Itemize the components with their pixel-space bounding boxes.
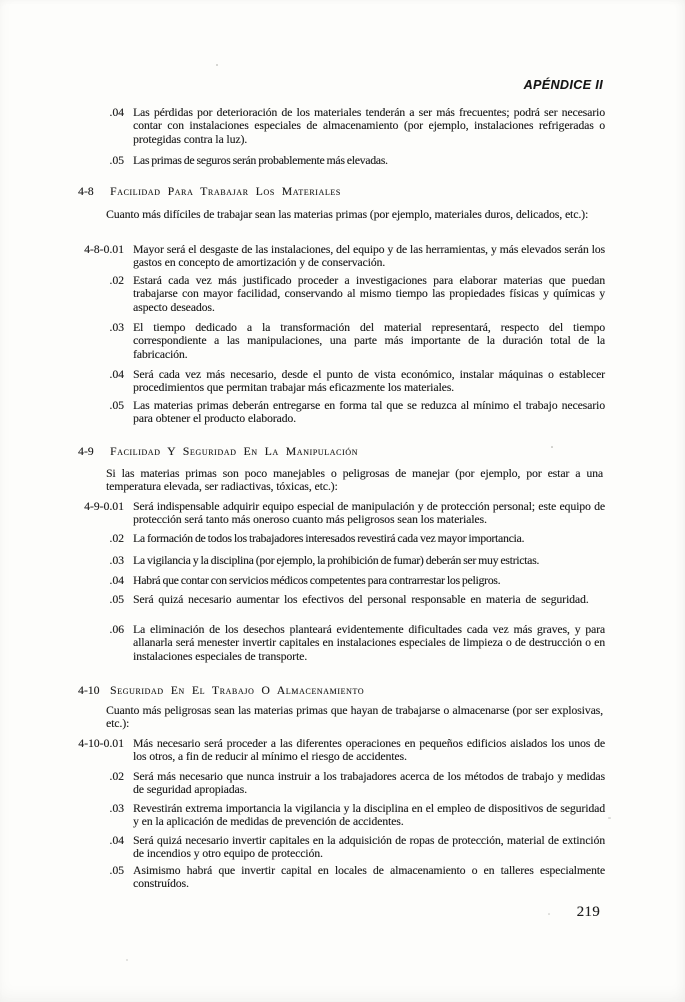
list-item bbox=[109, 154, 605, 167]
item-number: .05 bbox=[109, 399, 124, 412]
item-text: Habrá que contar con servicios médicos competentes para contrarrestar los peligros. bbox=[133, 574, 501, 587]
item-number: 4-8-0.01 bbox=[84, 243, 124, 256]
item-text: Será cada vez más necesario, desde el punto de vista económico, instalar máquinas o establecer procedimientos que permitan trabajar más eficazmente los materiales. bbox=[133, 368, 605, 395]
list-item bbox=[109, 574, 605, 587]
item-text: Las pérdidas por deterioración de los materiales tenderán a ser más frecuentes; podrá ser necesario contar con instalaciones especiales de almacenamiento (por ejemplo, instalaciones refrigeradas o protegidas contra la luz). bbox=[133, 106, 605, 146]
item-text: Será más necesario que nunca instruir a los trabajadores acerca de los métodos de trabajo y medidas de seguridad apropiadas. bbox=[133, 770, 605, 797]
scan-speck bbox=[551, 446, 553, 448]
item-number: .05 bbox=[109, 593, 124, 606]
list-item bbox=[109, 532, 605, 545]
section-number: 4-9 bbox=[78, 445, 94, 458]
list-item bbox=[109, 834, 605, 861]
page-number: 219 bbox=[576, 904, 600, 920]
section-intro: Cuanto más peligrosas sean las materias primas que hayan de trabajarse o almacenarse (por ser explosivas, etc.): bbox=[106, 704, 603, 731]
scan-speck bbox=[548, 913, 550, 915]
section-number: 4-8 bbox=[78, 185, 94, 198]
item-text: Revestirán extrema importancia la vigilancia y la disciplina en el empleo de dispositivos de seguridad y en la aplicación de medidas de prevención de accidentes. bbox=[133, 802, 605, 829]
item-number: .02 bbox=[109, 532, 124, 545]
item-number: .04 bbox=[109, 574, 124, 587]
item-number: 4-9-0.01 bbox=[84, 500, 124, 513]
item-number: .03 bbox=[109, 554, 124, 567]
item-text: Las materias primas deberán entregarse en forma tal que se reduzca al mínimo el trabajo necesario para obtener el producto elaborado. bbox=[133, 399, 605, 426]
list-item bbox=[109, 274, 605, 314]
section-heading bbox=[78, 684, 364, 697]
item-number: .04 bbox=[109, 106, 124, 119]
section-intro: Cuanto más difíciles de trabajar sean las materias primas (por ejemplo, materiales duros, delicados, etc.): bbox=[106, 208, 589, 221]
list-item bbox=[109, 770, 605, 797]
running-header: APÉNDICE II bbox=[523, 78, 603, 92]
list-item bbox=[109, 106, 605, 146]
item-text: La vigilancia y la disciplina (por ejemplo, la prohibición de fumar) deberán ser muy estrictas. bbox=[133, 554, 540, 567]
item-number: .06 bbox=[109, 623, 124, 636]
item-text: La eliminación de los desechos planteará evidentemente dificultades cada vez más graves, y para allanarla será menester invertir capitales en instalaciones especiales de limpieza o de destrucción o en instalaciones especiales de transporte. bbox=[133, 623, 605, 663]
item-text: Será indispensable adquirir equipo especial de manipulación y de protección personal; este equipo de protección será tanto más oneroso cuanto más peligrosos sean los materiales. bbox=[133, 500, 605, 527]
item-text: La formación de todos los trabajadores interesados revestirá cada vez mayor importancia. bbox=[133, 532, 525, 545]
item-text: Las primas de seguros serán probablemente más elevadas. bbox=[133, 154, 388, 167]
section-title: Facilidad Para Trabajar Los Materiales bbox=[110, 185, 341, 198]
list-item bbox=[109, 593, 605, 606]
item-text: Será quizá necesario invertir capitales en la adquisición de ropas de protección, material de extinción de incendios y otro equipo de protección. bbox=[133, 834, 605, 861]
list-item bbox=[84, 243, 605, 270]
list-item bbox=[78, 737, 605, 764]
scan-speck bbox=[216, 64, 218, 66]
item-text: Mayor será el desgaste de las instalaciones, del equipo y de las herramientas, y más elevados serán los gastos en concepto de amortización y de conservación. bbox=[133, 243, 605, 270]
section-title: Facilidad Y Seguridad En La Manipulación bbox=[110, 445, 359, 458]
item-number: .05 bbox=[109, 154, 124, 167]
section-heading bbox=[78, 185, 341, 198]
list-item bbox=[109, 321, 605, 361]
item-number: .04 bbox=[109, 834, 124, 847]
list-item bbox=[109, 802, 605, 829]
list-item bbox=[109, 623, 605, 663]
item-number: .03 bbox=[109, 802, 124, 815]
list-item bbox=[109, 368, 605, 395]
section-intro: Si las materias primas son poco manejables o peligrosas de manejar (por ejemplo, por estar a una temperatura elevada, ser radiactivas, tóxicas, etc.): bbox=[106, 467, 603, 494]
item-number: .05 bbox=[109, 864, 124, 877]
item-text: Asimismo habrá que invertir capital en locales de almacenamiento o en talleres especialmente construídos. bbox=[133, 864, 605, 891]
item-number: .03 bbox=[109, 321, 124, 334]
item-number: .04 bbox=[109, 368, 124, 381]
item-number: .02 bbox=[109, 274, 124, 287]
scan-speck bbox=[126, 959, 128, 961]
list-item bbox=[109, 864, 605, 891]
item-number: 4-10-0.01 bbox=[78, 737, 124, 750]
list-item bbox=[109, 399, 605, 426]
list-item bbox=[109, 554, 605, 567]
item-number: .02 bbox=[109, 770, 124, 783]
item-text: Más necesario será proceder a las diferentes operaciones en pequeños edificios aislados los unos de los otros, a fin de reducir al mínimo el riesgo de accidentes. bbox=[133, 737, 605, 764]
section-title: Seguridad En El Trabajo O Almacenamiento bbox=[110, 684, 365, 697]
section-heading bbox=[78, 445, 358, 458]
item-text: Será quizá necesario aumentar los efectivos del personal responsable en materia de seguridad. bbox=[133, 593, 589, 606]
section-number: 4-10 bbox=[78, 684, 100, 697]
item-text: Estará cada vez más justificado proceder a investigaciones para elaborar materias que puedan trabajarse con mayor facilidad, conservando al mismo tiempo las propiedades físicas y químicas y aspecto deseados. bbox=[133, 274, 605, 314]
item-text: El tiempo dedicado a la transformación del material representará, respecto del tiempo correspondiente a las manipulaciones, una parte más importante de la duración total de la fabricación. bbox=[133, 321, 605, 361]
scan-speck bbox=[608, 817, 611, 819]
list-item bbox=[84, 500, 605, 527]
